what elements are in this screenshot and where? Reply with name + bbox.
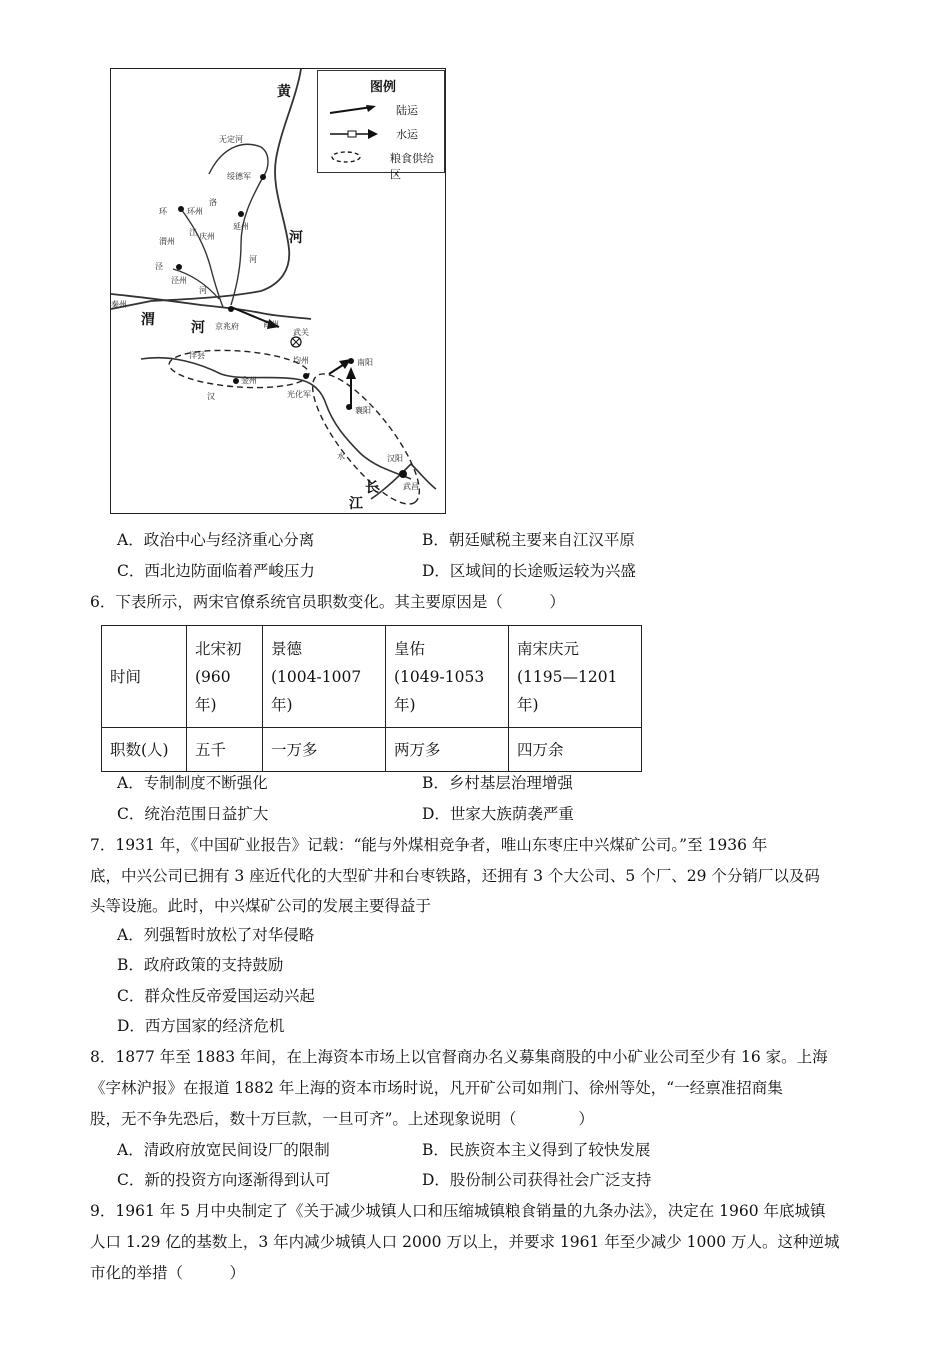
- place-label: 金州: [241, 376, 257, 385]
- legend-water: [324, 125, 444, 143]
- river-label: 汉: [207, 392, 215, 401]
- river-label: 无定河: [219, 135, 243, 144]
- place-label: 环州: [187, 207, 203, 216]
- place-label: 延州: [233, 222, 249, 231]
- cell-line: 景德: [271, 639, 303, 658]
- q6-option-d: D．世家大族荫袭严重: [422, 805, 574, 823]
- place-label: 商州: [263, 320, 279, 329]
- q8-option-c: C．新的投资方向逐渐得到认可: [117, 1171, 331, 1189]
- river-label: 江: [189, 228, 197, 237]
- q6-option-c: C．统治范围日益扩大: [117, 805, 269, 823]
- place-label: 绥德军: [227, 172, 251, 181]
- river-label: 河: [199, 286, 207, 295]
- q5-option-c: C．西北边防面临着严峻压力: [117, 562, 315, 580]
- q7-stem-line: 头等设施。此时，中兴煤矿公司的发展主要得益于: [90, 897, 432, 915]
- place-label: 汉阳: [387, 454, 403, 463]
- city-dot: [228, 306, 234, 312]
- q5-option-d: D．区域间的长途贩运较为兴盛: [422, 562, 636, 580]
- q7-option-b: B．政府政策的支持鼓励: [117, 956, 284, 974]
- river-label: 黄: [277, 84, 291, 100]
- city-dot: [346, 404, 352, 410]
- table-row: [102, 626, 642, 728]
- cell-line: (1004-1007: [271, 667, 362, 686]
- q5-option-b: B．朝廷赋税主要来自江汉平原: [422, 531, 635, 549]
- map-legend: [317, 70, 445, 181]
- table-cell: 五千: [187, 728, 263, 772]
- q7-stem-line: 底，中兴公司已拥有 3 座近代化的大型矿井和台枣铁路，还拥有 3 个大公司、5 个厂、29 个分销厂以及码: [90, 867, 820, 885]
- river-label: 河: [191, 320, 205, 336]
- legend-grain: [324, 149, 444, 181]
- q8-stem-line: 8．1877 年至 1883 年间，在上海资本市场上以官督商办名义募集商股的中小矿业公司至少有 16 家。上海: [90, 1048, 828, 1066]
- q6-table: [101, 625, 642, 772]
- place-label: 洋县: [189, 351, 205, 360]
- land-route-icon: [328, 103, 388, 117]
- place-label: 京兆府: [215, 322, 239, 331]
- q8-option-a: A．清政府放宽民间设厂的限制: [117, 1141, 330, 1159]
- legend-land-label: 陆运: [396, 104, 418, 117]
- grain-area-icon: [328, 150, 388, 164]
- place-label: 襄阳: [355, 406, 371, 415]
- legend-water-label: 水运: [396, 128, 418, 141]
- cell-line: 年): [517, 695, 539, 714]
- city-dot: [176, 264, 182, 270]
- cell-line: 北宋初: [195, 639, 242, 658]
- q8-stem-line: 《字林沪报》在报道 1882 年上海的资本市场时说，凡开矿公司如荆门、徐州等处，“一经禀准招商集: [90, 1079, 783, 1097]
- table-header-cell: [386, 626, 509, 728]
- cell-line: 年): [271, 695, 293, 714]
- place-label: 泾州: [171, 276, 187, 285]
- place-label: 秦州: [111, 300, 127, 309]
- river-label: 河: [289, 230, 303, 246]
- q7-option-a: A．列强暂时放松了对华侵略: [117, 926, 315, 944]
- place-label: 南阳: [357, 358, 373, 367]
- city-dot: [399, 470, 407, 478]
- cell-line: (960: [195, 667, 231, 686]
- table-row: [102, 728, 642, 772]
- table-header-cell: [509, 626, 642, 728]
- place-label: 环: [159, 207, 167, 216]
- q7-stem-line: 7．1931 年，《中国矿业报告》记载：“能与外煤相竞争者，唯山东枣庄中兴煤矿公司。”至 1936 年: [90, 836, 768, 854]
- place-label: 均州: [293, 356, 309, 365]
- cell-line: 皇佑: [394, 639, 426, 658]
- historical-map: [110, 68, 446, 514]
- city-dot: [233, 378, 239, 384]
- table-header-cell: [187, 626, 263, 728]
- city-dot: [348, 358, 354, 364]
- city-dot: [303, 373, 309, 379]
- cell-line: 年): [394, 695, 416, 714]
- yellow-river: [111, 69, 301, 309]
- table-cell: 两万多: [386, 728, 509, 772]
- city-dot: [178, 206, 184, 212]
- q6-stem: 6．下表所示，两宋官僚系统官员职数变化。其主要原因是（ ）: [90, 593, 565, 611]
- river-label: 水: [337, 452, 345, 461]
- table-cell: 四万余: [509, 728, 642, 772]
- river-label: 渭: [141, 312, 155, 328]
- q7-option-c: C．群众性反帝爱国运动兴起: [117, 987, 315, 1005]
- legend-grain-label: 粮食供给区: [390, 152, 434, 181]
- q9-stem-line: 市化的举措（ ）: [90, 1264, 246, 1282]
- q5-option-a: A．政治中心与经济重心分离: [117, 531, 315, 549]
- q8-stem-line: 股，无不争先恐后，数十万巨款，一旦可齐”。上述现象说明（ ）: [90, 1110, 594, 1128]
- q9-stem-line: 9．1961 年 5 月中央制定了《关于减少城镇人口和压缩城镇粮食销量的九条办法》，决定在 1960 年底城镇: [90, 1202, 826, 1220]
- cell-line: 年): [195, 695, 217, 714]
- place-label: 渭州: [159, 237, 175, 246]
- legend-land: [324, 101, 444, 119]
- cell-line: 南宋庆元: [517, 639, 580, 658]
- table-cell: 职数(人): [102, 728, 187, 772]
- q9-stem-line: 人口 1.29 亿的基数上，3 年内减少城镇人口 2000 万以上，并要求 1961 年至少减少 1000 万人。这种逆城: [90, 1233, 840, 1251]
- q8-option-d: D．股份制公司获得社会广泛支持: [422, 1171, 652, 1189]
- city-dot: [238, 211, 244, 217]
- river-label: 洛: [209, 198, 217, 207]
- river-label: 泾: [155, 262, 163, 271]
- q7-option-d: D．西方国家的经济危机: [117, 1017, 285, 1035]
- table-header-cell: [263, 626, 386, 728]
- city-dot: [260, 174, 266, 180]
- land-route-arrowhead: [346, 367, 356, 379]
- place-label: 庆州: [199, 232, 215, 241]
- place-label: 光化军: [287, 390, 311, 399]
- water-route-icon: [328, 127, 388, 141]
- luo-river: [231, 177, 263, 305]
- q6-option-a: A．专制制度不断强化: [117, 774, 268, 792]
- table-cell: 一万多: [263, 728, 386, 772]
- place-label: 武昌: [403, 482, 419, 491]
- q8-option-b: B．民族资本主义得到了较快发展: [422, 1141, 651, 1159]
- legend-title: 图例: [370, 80, 397, 95]
- cell-line: (1049-1053: [394, 667, 485, 686]
- river-label: 江: [349, 496, 363, 512]
- table-header-cell: 时间: [102, 626, 187, 728]
- q6-option-b: B．乡村基层治理增强: [422, 774, 573, 792]
- cell-line: (1195—1201: [517, 667, 618, 686]
- river-label: 长: [365, 480, 379, 496]
- river-label: 河: [249, 255, 257, 264]
- place-label: 武关: [293, 328, 309, 337]
